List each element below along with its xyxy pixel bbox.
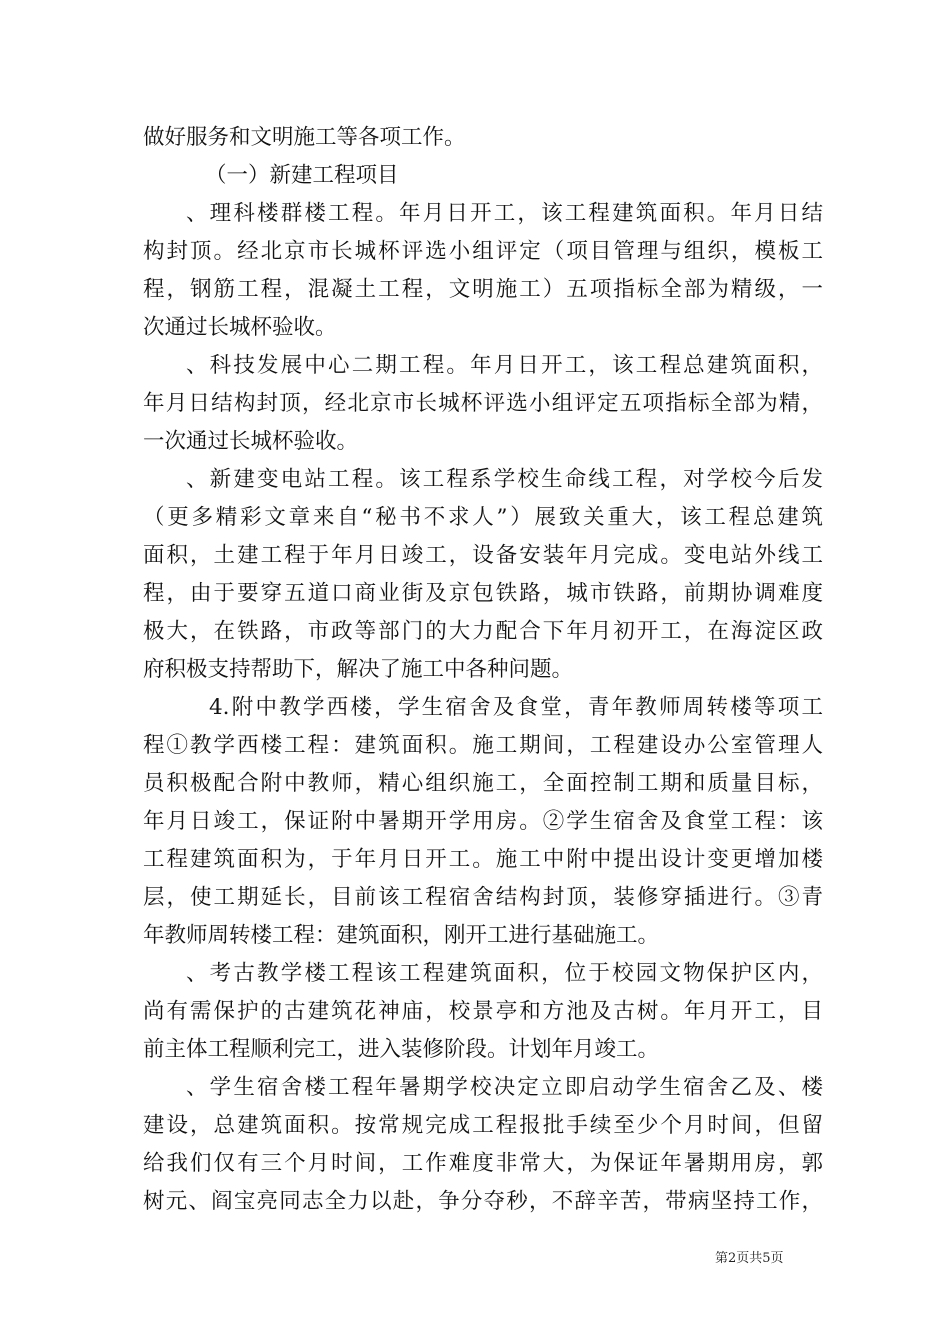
- text-line-3: 、理科楼群楼工程。年月日开工，该工程建筑面积。年月日结: [186, 201, 823, 226]
- text-line-8: 年月日结构封顶，经北京市长城杯评选小组评定五项指标全部为精，: [143, 391, 823, 416]
- text-line-28: 给我们仅有三个月时间，工作难度非常大，为保证年暑期用房，郭: [143, 1151, 823, 1176]
- text-line-23: 、考古教学楼工程该工程建筑面积，位于校园文物保护区内，: [186, 961, 823, 986]
- page-number: 第2页共5页: [715, 1251, 784, 1266]
- text-line-26: 、学生宿舍楼工程年暑期学校决定立即启动学生宿舍乙及、楼: [186, 1075, 823, 1100]
- text-line-16: 4.附中教学西楼，学生宿舍及食堂，青年教师周转楼等项工: [209, 695, 823, 720]
- text-line-9: 一次通过长城杯验收。: [143, 429, 359, 454]
- text-line-11: （更多精彩文章来自“秘书不求人”）展致关重大，该工程总建筑: [143, 505, 823, 530]
- text-line-14: 极大，在铁路，市政等部门的大力配合下年月初开工，在海淀区政: [143, 619, 823, 644]
- text-line-15: 府积极支持帮助下，解决了施工中各种问题。: [143, 657, 574, 682]
- text-line-5: 程，钢筋工程，混凝土工程，文明施工）五项指标全部为精级，一: [143, 277, 823, 302]
- text-line-22: 年教师周转楼工程：建筑面积，刚开工进行基础施工。: [143, 923, 660, 948]
- text-line-27: 建设，总建筑面积。按常规完成工程报批手续至少个月时间，但留: [143, 1113, 823, 1138]
- text-line-6: 次通过长城杯验收。: [143, 315, 337, 340]
- text-line-18: 员积极配合附中教师，精心组织施工，全面控制工期和质量目标，: [143, 771, 823, 796]
- document-body: [143, 119, 823, 1221]
- text-line-25: 前主体工程顺利完工，进入装修阶段。计划年月竣工。: [143, 1037, 660, 1062]
- text-line-24: 尚有需保护的古建筑花神庙，校景亭和方池及古树。年月开工，目: [143, 999, 823, 1024]
- text-line-29: 树元、阎宝亮同志全力以赴，争分夺秒，不辞辛苦，带病坚持工作，: [143, 1189, 823, 1214]
- text-line-10: 、新建变电站工程。该工程系学校生命线工程，对学校今后发: [186, 467, 823, 492]
- text-line-17: 程①教学西楼工程：建筑面积。施工期间，工程建设办公室管理人: [143, 733, 823, 758]
- text-line-19: 年月日竣工，保证附中暑期开学用房。②学生宿舍及食堂工程：该: [143, 809, 823, 834]
- text-line-7: 、科技发展中心二期工程。年月日开工，该工程总建筑面积，: [186, 353, 823, 378]
- section-heading: （一）新建工程项目: [205, 163, 399, 188]
- text-line-12: 面积，土建工程于年月日竣工，设备安装年月完成。变电站外线工: [143, 543, 823, 568]
- text-line-13: 程，由于要穿五道口商业街及京包铁路，城市铁路，前期协调难度: [143, 581, 823, 606]
- text-line-20: 工程建筑面积为，于年月日开工。施工中附中提出设计变更增加楼: [143, 847, 823, 872]
- text-line-21: 层，使工期延长，目前该工程宿舍结构封顶，装修穿插进行。③青: [143, 885, 823, 910]
- text-line-4: 构封顶。经北京市长城杯评选小组评定（项目管理与组织，模板工: [143, 239, 823, 264]
- text-line-1: 做好服务和文明施工等各项工作。: [143, 125, 466, 150]
